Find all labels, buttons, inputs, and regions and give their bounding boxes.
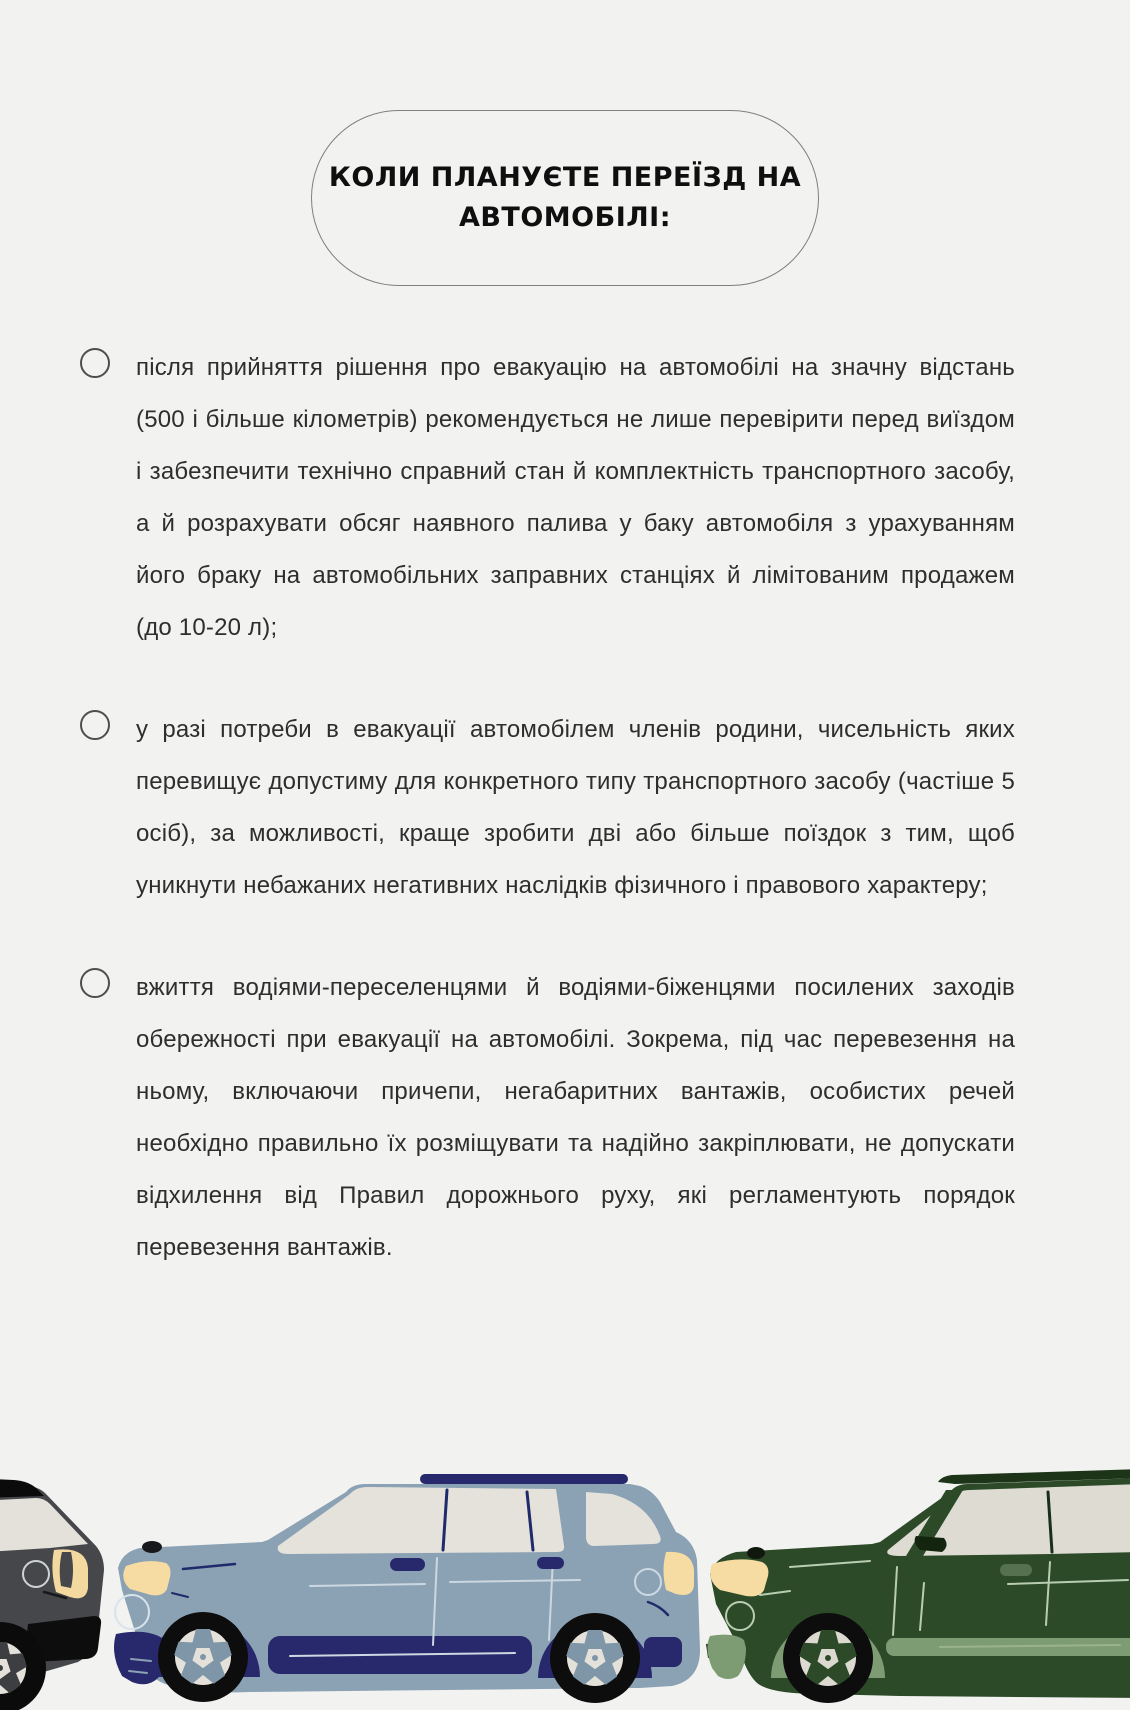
wheel-icon xyxy=(550,1613,640,1703)
page-title-line2: АВТОМОБІЛІ: xyxy=(458,202,672,233)
list-item xyxy=(80,962,1015,1274)
list-item xyxy=(80,704,1015,912)
list-item-text: після прийняття рішення про евакуацію на автомобілі на значну відстань (500 і більше кілометрів) рекомендується не лише перевірити перед виїздом і забезпечити технічно справний стан й комплектність транспортного засобу, а й розрахувати обсяг наявного палива у баку автомобіля з урахуванням його браку на автомобільних заправних станціях й лімітованим продажем (до 10-20 л); xyxy=(136,354,1015,641)
bullet-circle-icon xyxy=(80,968,110,998)
page-title xyxy=(329,158,801,238)
green-suv-illustration xyxy=(706,1469,1130,1703)
bullet-circle-icon xyxy=(80,348,110,378)
page-title-line1: КОЛИ ПЛАНУЄТЕ ПЕРЕЇЗД НА xyxy=(328,162,802,193)
list-item-text: у разі потреби в евакуації автомобілем членів родини, чисельність яких перевищує допустиму для конкретного типу транспортного засобу (частіше 5 осіб), за можливості, краще зробити дві або більше поїздок з тим, щоб уникнути небажаних негативних наслідків фізичного і правового характеру; xyxy=(136,716,1015,899)
cars-illustration xyxy=(0,1440,1130,1710)
checklist xyxy=(0,342,1130,1274)
black-suv-illustration xyxy=(0,1476,104,1710)
wheel-icon xyxy=(783,1613,873,1703)
blue-suv-illustration xyxy=(114,1474,700,1703)
wheel-icon xyxy=(158,1612,248,1702)
bullet-circle-icon xyxy=(80,710,110,740)
list-item-text: вжиття водіями-переселенцями й водіями-біженцями посилених заходів обережності при евакуації на автомобілі. Зокрема, під час перевезення на ньому, включаючи причепи, негабаритних вантажів, особистих речей необхідно правильно їх розміщувати та надійно закріплювати, не допускати відхилення від Правил дорожнього руху, які регламентують порядок перевезення вантажів. xyxy=(136,974,1015,1261)
list-item xyxy=(80,342,1015,654)
infographic-page xyxy=(0,110,1130,1274)
title-capsule xyxy=(311,110,819,286)
